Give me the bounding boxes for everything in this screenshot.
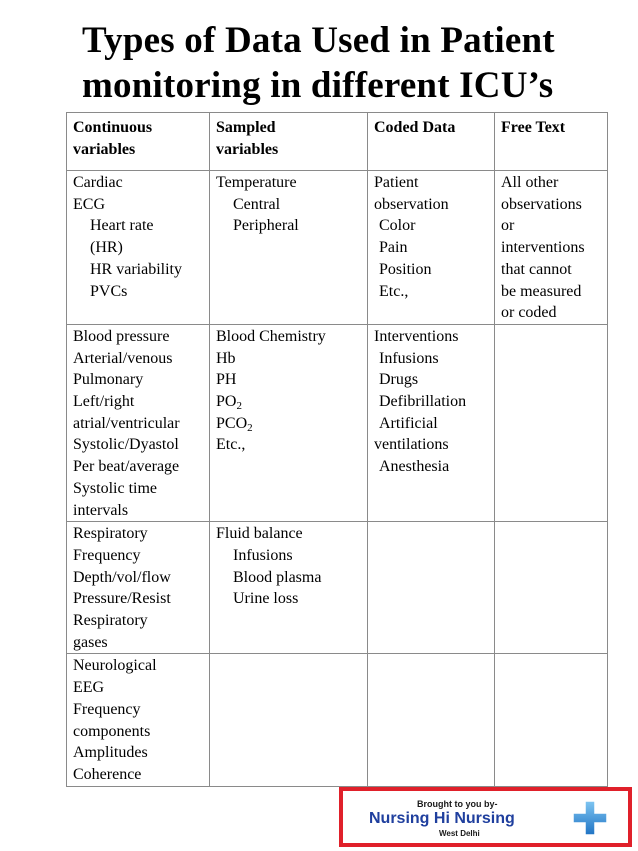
table-row — [67, 654, 608, 786]
page-title — [82, 18, 622, 108]
cell-line: ECG — [73, 195, 105, 213]
cell-line: Position — [379, 260, 432, 278]
cell-line: Temperature — [216, 174, 297, 191]
cell-line: Infusions — [379, 349, 439, 367]
cell-line: Coherence — [73, 765, 142, 783]
header-free-text — [495, 113, 608, 171]
cell-line: that cannot — [501, 260, 572, 278]
cell-line: Fluid balance — [216, 525, 303, 543]
cell-line: or coded — [501, 304, 557, 322]
cell-line: Left/right — [73, 393, 135, 411]
cell-line: Drugs — [379, 371, 419, 389]
cell-line: PH — [216, 371, 237, 389]
header-text: Free Text — [501, 119, 566, 136]
header-text: Continuous — [73, 119, 153, 136]
table-cell-free-text — [495, 522, 608, 654]
cell-line: PVCs — [90, 282, 128, 300]
header-text: Coded Data — [374, 119, 456, 136]
icu-data-types-table — [66, 112, 608, 787]
header-coded-data — [368, 113, 495, 171]
cell-line: Respiratory — [73, 612, 148, 630]
logo-name: Nursing Hi Nursing — [369, 810, 515, 827]
cell-line: Systolic time — [73, 479, 157, 497]
logo-location: West Delhi — [439, 829, 480, 838]
table-cell-sampled — [210, 324, 368, 521]
cell-line: All other — [501, 174, 559, 191]
cell-line: Blood pressure — [73, 327, 170, 345]
cell-line: Blood plasma — [233, 568, 322, 586]
table-row — [67, 522, 608, 654]
cell-line: Heart rate — [90, 217, 154, 235]
cell-line: components — [73, 722, 151, 740]
cell-line: Neurological — [73, 657, 157, 675]
cell-line: Peripheral — [233, 217, 299, 235]
cell-line: Anesthesia — [379, 458, 450, 476]
table-cell-continuous — [67, 171, 210, 325]
table-cell-sampled — [210, 522, 368, 654]
table-cell-continuous — [67, 654, 210, 786]
table-header-row — [67, 113, 608, 171]
cell-line: Defibrillation — [379, 393, 467, 411]
cell-line: Pressure/Resist — [73, 590, 171, 608]
cell-line: Infusions — [233, 546, 293, 564]
cell-line: Frequency — [73, 546, 141, 564]
table-row — [67, 171, 608, 325]
cell-line: Interventions — [374, 327, 459, 345]
cell-line: be measured — [501, 282, 582, 300]
title-line-1: Types of Data Used in Patient — [82, 20, 555, 61]
cell-line: gases — [73, 633, 108, 651]
table-cell-coded — [368, 324, 495, 521]
cell-line: Amplitudes — [73, 744, 148, 762]
table-cell-sampled — [210, 171, 368, 325]
table-cell-coded — [368, 654, 495, 786]
cell-line: Arterial/venous — [73, 349, 173, 367]
table-cell-free-text — [495, 171, 608, 325]
cell-line: atrial/ventricular — [73, 414, 180, 432]
cell-line: Hb — [216, 349, 236, 367]
sponsor-logo — [339, 787, 632, 847]
cell-line: Cardiac — [73, 174, 123, 191]
table-cell-continuous — [67, 324, 210, 521]
table-cell-free-text — [495, 324, 608, 521]
medical-cross-icon — [571, 799, 609, 837]
cell-line: Respiratory — [73, 525, 148, 543]
title-line-2: monitoring in different ICU’s — [82, 65, 554, 106]
cell-line: or — [501, 217, 515, 235]
cell-line: intervals — [73, 501, 129, 519]
table-cell-coded — [368, 171, 495, 325]
cell-line: Etc., — [216, 436, 246, 454]
cell-line: $PO_2$ — [216, 393, 242, 413]
table-cell-sampled — [210, 654, 368, 786]
header-continuous-variables — [67, 113, 210, 171]
header-sampled-variables — [210, 113, 368, 171]
cell-line: Pain — [379, 239, 408, 257]
cell-line: Depth/vol/flow — [73, 568, 171, 586]
cell-line: HR variability — [90, 260, 182, 278]
cell-line: Patient — [374, 174, 419, 191]
header-text: variables — [73, 140, 136, 158]
table-cell-coded — [368, 522, 495, 654]
logo-tagline: Brought to you by- — [417, 799, 498, 809]
cell-line: Urine loss — [233, 590, 299, 608]
cell-line: Per beat/average — [73, 458, 180, 476]
header-text: variables — [216, 140, 279, 158]
cell-line: observations — [501, 195, 582, 213]
table-cell-continuous — [67, 522, 210, 654]
cell-line: $PCO_2$ — [216, 414, 253, 434]
cell-line: Artificial — [379, 414, 438, 432]
cell-line: Frequency — [73, 700, 141, 718]
header-text: Sampled — [216, 119, 276, 136]
cell-line: EEG — [73, 679, 105, 697]
cell-line: Color — [379, 217, 416, 235]
table-row — [67, 324, 608, 521]
cell-line: (HR) — [90, 239, 123, 257]
cell-line: Central — [233, 195, 281, 213]
cell-line: Pulmonary — [73, 371, 144, 389]
cell-line: Blood Chemistry — [216, 327, 326, 345]
cell-line: Systolic/Dyastol — [73, 436, 179, 454]
cell-line: interventions — [501, 239, 585, 257]
table-cell-free-text — [495, 654, 608, 786]
cell-line: observation — [374, 195, 449, 213]
cell-line: ventilations — [374, 436, 449, 454]
cell-line: Etc., — [379, 282, 409, 300]
